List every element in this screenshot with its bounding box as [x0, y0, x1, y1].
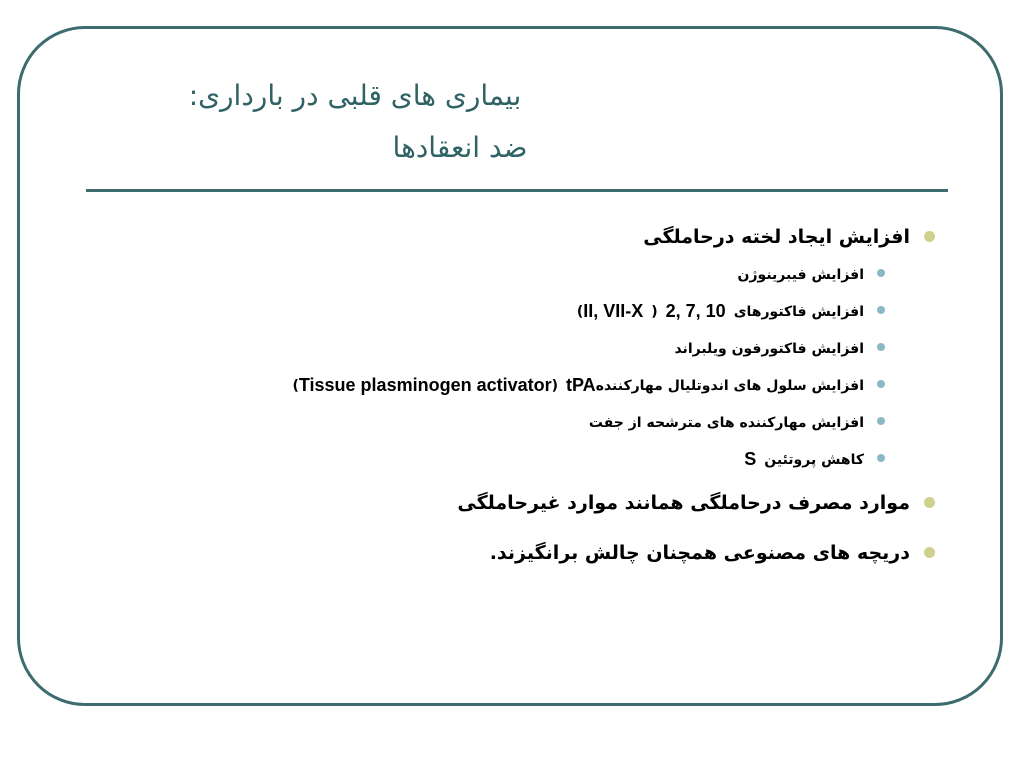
paren-open: ( — [551, 377, 559, 394]
paren-close: ) — [576, 303, 584, 320]
bullet-item-prosthetic-valves — [110, 528, 910, 578]
sub-bullet-text: افزایش فاکتورفون ویلبراند — [674, 340, 864, 357]
sub-bullet-dot — [877, 343, 885, 351]
title-line-2: ضد انعقادها — [392, 131, 528, 164]
bullet-dot — [924, 497, 935, 508]
protein-s-label: S — [744, 449, 757, 469]
sub-bullet-text: افزایش فیبرینوژن — [737, 266, 864, 283]
factor-roman: II, VII-X — [583, 301, 644, 321]
tpa-full-name: Tissue plasminogen activator — [298, 375, 552, 395]
bullet-dot — [924, 231, 935, 242]
sub-bullet-text: کاهش پروتئین — [764, 451, 864, 468]
sub-bullet-text: افزایش مهارکننده های مترشحه از جفت — [588, 414, 864, 431]
sub-bullet-dot — [877, 306, 885, 314]
sub-bullet-dot — [877, 454, 885, 462]
title-divider — [86, 189, 948, 192]
bullet-item-clotting — [110, 218, 910, 256]
bullet-text: افزایش ایجاد لخته درحاملگی — [643, 226, 910, 248]
bullet-item-indications — [110, 478, 910, 528]
sub-bullet-dot — [877, 417, 885, 425]
bullet-list — [110, 218, 910, 578]
sub-bullet-tpa — [110, 367, 910, 404]
title-line-1: بیماری های قلبی در بارداری: — [188, 79, 522, 112]
sub-bullet-text: افزایش فاکتورهای — [733, 303, 864, 320]
factor-numbers: 2, 7, 10 — [665, 301, 726, 321]
bullet-text: موارد مصرف درحاملگی همانند موارد غیرحاملگی — [457, 492, 910, 514]
sub-bullet-von-willebrand — [110, 330, 910, 367]
sub-bullet-protein-s — [110, 441, 910, 478]
bullet-dot — [924, 547, 935, 558]
paren-open: ( — [651, 303, 658, 320]
sub-bullet-dot — [877, 380, 885, 388]
bullet-text: دریچه های مصنوعی همچنان چالش برانگیزند. — [489, 542, 910, 564]
slide-title — [90, 70, 830, 174]
sub-bullet-text: افزایش سلول های اندوتلیال مهارکننده — [595, 377, 864, 394]
paren-close: ) — [292, 377, 299, 394]
sub-bullet-factors — [110, 293, 910, 330]
tpa-abbr: tPA — [566, 375, 596, 395]
sub-bullet-fibrinogen — [110, 256, 910, 293]
sub-bullet-dot — [877, 269, 885, 277]
sub-bullet-placenta — [110, 404, 910, 441]
